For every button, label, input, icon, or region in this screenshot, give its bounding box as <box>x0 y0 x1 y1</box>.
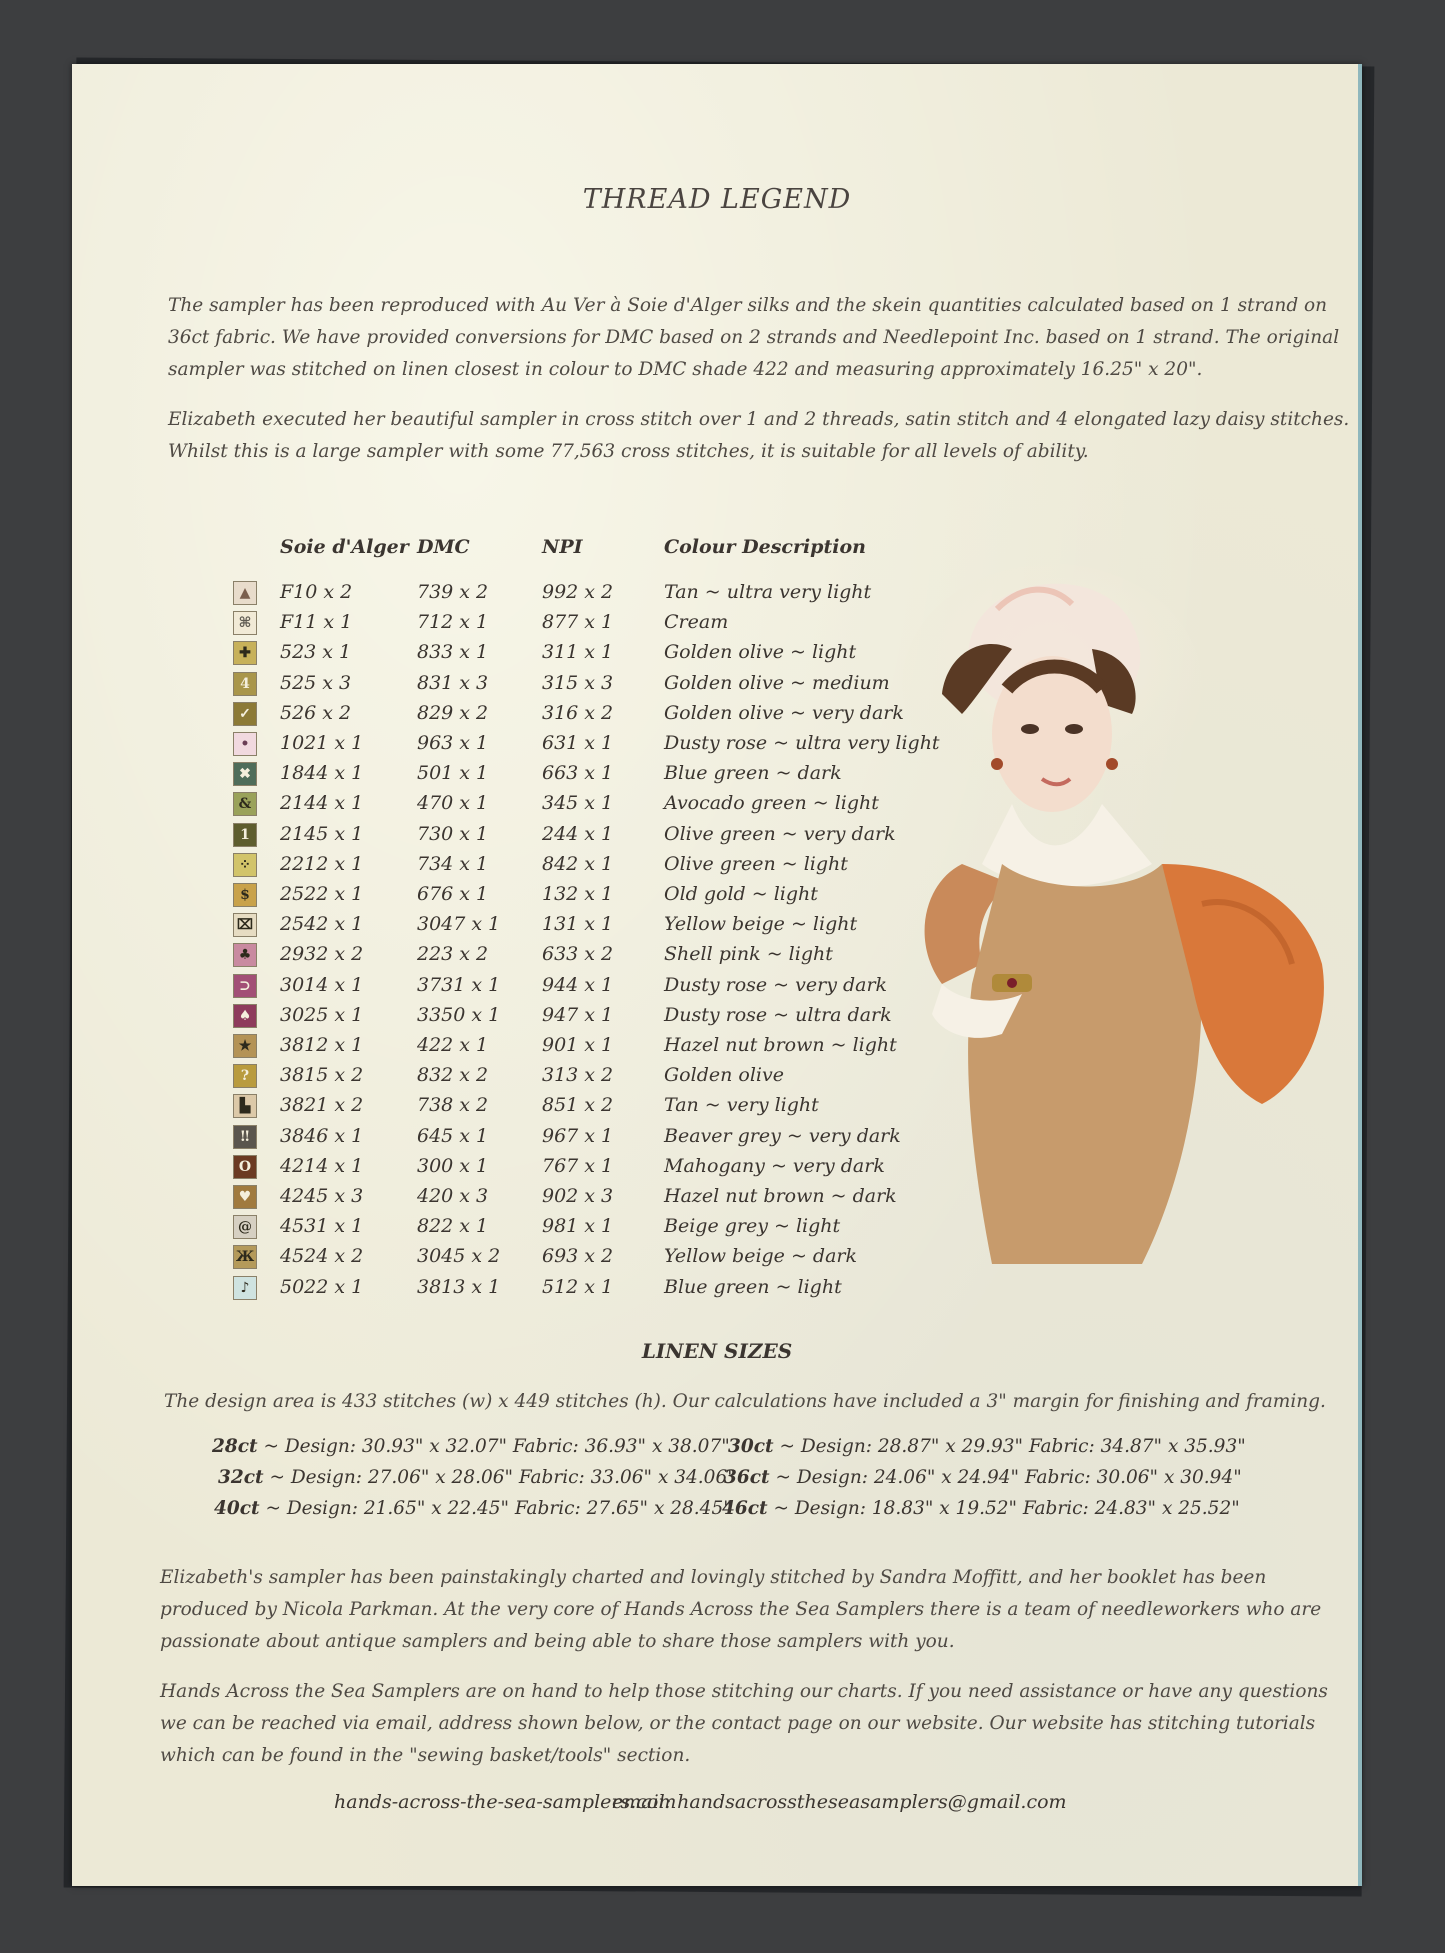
legend-soie-cell: 2932 x 2 <box>280 943 364 966</box>
legend-dmc-cell: 420 x 3 <box>417 1185 489 1207</box>
credits-paragraph: Elizabeth's sampler has been painstakingly charted and lovingly stitched by Sandra Moffitt, and her booklet has been produced by Nicola Parkman. At the very core of Hands Across the Sea Samplers there is a team of needleworkers who are passionate about antique samplers and being able to share those samplers with you. <box>160 1567 1322 1652</box>
legend-row <box>72 1034 1362 1062</box>
legend-soie-cell: 2212 x 1 <box>280 852 364 875</box>
legend-row <box>72 823 1362 851</box>
legend-soie-cell: 3821 x 2 <box>280 1094 364 1117</box>
legend-symbol-icon: ♥ <box>233 1185 257 1209</box>
legend-row <box>72 1004 1362 1032</box>
legend-row <box>72 913 1362 941</box>
legend-row <box>72 792 1362 820</box>
legend-row <box>72 641 1362 669</box>
legend-description-cell: Hazel nut brown ~ dark <box>664 1185 897 1207</box>
legend-npi-cell: 944 x 1 <box>542 973 614 996</box>
legend-row <box>72 732 1362 760</box>
legend-description-cell: Golden olive ~ medium <box>664 671 890 694</box>
legend-description-cell: Yellow beige ~ light <box>664 913 858 936</box>
legend-soie-cell: 2144 x 1 <box>280 792 364 815</box>
legend-npi-cell: 877 x 1 <box>542 611 614 634</box>
legend-soie-cell: 3014 x 1 <box>280 973 364 996</box>
legend-dmc-cell: 3813 x 1 <box>417 1275 501 1298</box>
legend-symbol-icon: ✚ <box>233 641 257 665</box>
legend-dmc-cell: 501 x 1 <box>417 762 489 785</box>
legend-symbol-icon: ‼ <box>233 1125 257 1149</box>
legend-npi-cell: 633 x 2 <box>542 943 614 966</box>
legend-npi-cell: 902 x 3 <box>542 1185 614 1207</box>
legend-npi-cell: 631 x 1 <box>542 732 614 754</box>
legend-symbol-icon: ♠ <box>233 1004 257 1028</box>
legend-row <box>72 1155 1362 1183</box>
legend-dmc-cell: 3045 x 2 <box>417 1245 501 1268</box>
legend-dmc-cell: 676 x 1 <box>417 883 489 905</box>
intro-paragraph-1: The sampler has been reproduced with Au Ver à Soie d'Alger silks and the skein quantities calculated based on 1 strand on 36ct fabric. We have provided conversions for DMC based on 2 strands and Needlepoint Inc. based on 1 strand. The original sampler was stitched on linen closest in colour to DMC shade 422 and measuring approximately 16.25" x 20". <box>168 295 1340 380</box>
legend-npi-cell: 947 x 1 <box>542 1003 614 1026</box>
legend-npi-cell: 132 x 1 <box>542 883 614 905</box>
legend-soie-cell: 4524 x 2 <box>280 1245 364 1268</box>
legend-dmc-cell: 470 x 1 <box>417 792 489 815</box>
legend-dmc-cell: 3350 x 1 <box>417 1003 501 1026</box>
legend-dmc-cell: 3047 x 1 <box>417 913 501 936</box>
booklet-page <box>72 64 1362 1886</box>
linen-size-32ct: 32ct ~ Design: 27.06" x 28.06" Fabric: 33.06" x 34.06" <box>218 1467 736 1488</box>
legend-description-cell: Beaver grey ~ very dark <box>664 1124 901 1147</box>
legend-soie-cell: 3846 x 1 <box>280 1124 364 1147</box>
legend-symbol-icon: ▙ <box>233 1094 257 1118</box>
legend-dmc-cell: 645 x 1 <box>417 1124 489 1147</box>
legend-description-cell: Hazel nut brown ~ light <box>664 1034 897 1056</box>
legend-dmc-cell: 738 x 2 <box>417 1094 489 1117</box>
legend-soie-cell: 1844 x 1 <box>280 762 364 785</box>
legend-row <box>72 581 1362 609</box>
legend-description-cell: Avocado green ~ light <box>664 792 879 815</box>
assistance-paragraph: Hands Across the Sea Samplers are on hand to help those stitching our charts. If you need assistance or have any questions we can be reached via email, address shown below, or the contact page on our website. Our website has stitching tutorials which can be found in the "sewing basket/tools" section. <box>160 1681 1328 1766</box>
legend-soie-cell: 2145 x 1 <box>280 822 364 845</box>
legend-description-cell: Dusty rose ~ ultra dark <box>664 1003 892 1026</box>
legend-symbol-icon: ▲ <box>233 581 257 605</box>
linen-size-46ct: 46ct ~ Design: 18.83" x 19.52" Fabric: 24.83" x 25.52" <box>722 1498 1240 1519</box>
legend-symbol-icon: ♣ <box>233 943 257 967</box>
legend-dmc-cell: 831 x 3 <box>417 671 489 694</box>
legend-dmc-cell: 963 x 1 <box>417 732 489 754</box>
legend-npi-cell: 767 x 1 <box>542 1154 614 1177</box>
legend-soie-cell: 2522 x 1 <box>280 883 364 905</box>
legend-dmc-cell: 829 x 2 <box>417 701 489 724</box>
legend-soie-cell: 3025 x 1 <box>280 1003 364 1026</box>
legend-dmc-cell: 734 x 1 <box>417 852 489 875</box>
legend-symbol-icon: O <box>233 1155 257 1179</box>
legend-row <box>72 1215 1362 1243</box>
legend-npi-cell: 842 x 1 <box>542 852 614 875</box>
linen-sizes-heading: LINEN SIZES <box>641 1339 793 1363</box>
legend-npi-cell: 512 x 1 <box>542 1275 614 1298</box>
legend-row <box>72 1185 1362 1213</box>
legend-npi-cell: 313 x 2 <box>542 1064 614 1087</box>
legend-description-cell: Blue green ~ light <box>664 1275 842 1298</box>
legend-description-cell: Olive green ~ light <box>664 852 848 875</box>
legend-symbol-icon: ⌘ <box>233 611 257 635</box>
legend-row <box>72 762 1362 790</box>
page-title: THREAD LEGEND <box>582 184 852 215</box>
legend-symbol-icon: Ж <box>233 1245 257 1269</box>
legend-header-description: Colour Description <box>664 536 866 558</box>
legend-description-cell: Dusty rose ~ ultra very light <box>664 732 940 754</box>
legend-description-cell: Mahogany ~ very dark <box>664 1154 885 1177</box>
legend-symbol-icon: ⁘ <box>233 853 257 877</box>
legend-row <box>72 943 1362 971</box>
email-link[interactable]: email: handsacrosstheseasamplers@gmail.com <box>612 1791 1067 1813</box>
legend-soie-cell: 525 x 3 <box>280 671 352 694</box>
legend-npi-cell: 901 x 1 <box>542 1034 614 1056</box>
legend-description-cell: Tan ~ ultra very light <box>664 581 872 603</box>
legend-npi-cell: 663 x 1 <box>542 762 614 785</box>
legend-soie-cell: F11 x 1 <box>280 611 353 634</box>
legend-symbol-icon: @ <box>233 1215 257 1239</box>
legend-symbol-icon: ⊃ <box>233 974 257 998</box>
legend-row <box>72 1094 1362 1122</box>
legend-symbol-icon: $ <box>233 883 257 907</box>
legend-npi-cell: 992 x 2 <box>542 581 614 603</box>
legend-row <box>72 883 1362 911</box>
legend-row <box>72 1245 1362 1273</box>
legend-npi-cell: 244 x 1 <box>542 822 614 845</box>
legend-row <box>72 974 1362 1002</box>
legend-soie-cell: 523 x 1 <box>280 641 352 664</box>
legend-dmc-cell: 223 x 2 <box>417 943 489 966</box>
legend-description-cell: Golden olive <box>664 1064 784 1087</box>
legend-soie-cell: 4531 x 1 <box>280 1215 364 1238</box>
legend-npi-cell: 311 x 1 <box>542 641 614 664</box>
legend-description-cell: Golden olive ~ very dark <box>664 701 904 724</box>
legend-symbol-icon: 1 <box>233 823 257 847</box>
legend-header-dmc: DMC <box>417 536 470 558</box>
legend-row <box>72 672 1362 700</box>
legend-dmc-cell: 822 x 1 <box>417 1215 489 1238</box>
intro-paragraph-2: Elizabeth executed her beautiful sampler in cross stitch over 1 and 2 threads, satin stitch and 4 elongated lazy daisy stitches. Whilst this is a large sampler with some 77,563 cross stitches, it is suitable for all levels of ability. <box>168 409 1350 462</box>
linen-size-40ct: 40ct ~ Design: 21.65" x 22.45" Fabric: 27.65" x 28.45" <box>214 1498 732 1519</box>
legend-soie-cell: 1021 x 1 <box>280 732 364 754</box>
legend-row <box>72 853 1362 881</box>
legend-dmc-cell: 712 x 1 <box>417 611 489 634</box>
legend-header-soie: Soie d'Alger <box>280 536 409 558</box>
legend-row <box>72 1064 1362 1092</box>
legend-description-cell: Cream <box>664 611 729 634</box>
legend-description-cell: Dusty rose ~ very dark <box>664 973 888 996</box>
legend-npi-cell: 693 x 2 <box>542 1245 614 1268</box>
linen-intro: The design area is 433 stitches (w) x 449 stitches (h). Our calculations have included a 3" margin for finishing and framing. <box>164 1391 1326 1412</box>
legend-symbol-icon: ♪ <box>233 1276 257 1300</box>
legend-description-cell: Yellow beige ~ dark <box>664 1245 858 1268</box>
legend-dmc-cell: 3731 x 1 <box>417 973 501 996</box>
legend-npi-cell: 851 x 2 <box>542 1094 614 1117</box>
linen-size-28ct: 28ct ~ Design: 30.93" x 32.07" Fabric: 36.93" x 38.07" <box>212 1436 730 1457</box>
website-link[interactable]: hands-across-the-sea-samplers.com <box>334 1791 677 1813</box>
legend-dmc-cell: 833 x 1 <box>417 641 489 664</box>
legend-symbol-icon: ? <box>233 1064 257 1088</box>
legend-soie-cell: 2542 x 1 <box>280 913 364 936</box>
legend-description-cell: Old gold ~ light <box>664 883 818 905</box>
legend-description-cell: Blue green ~ dark <box>664 762 842 785</box>
linen-size-36ct: 36ct ~ Design: 24.06" x 24.94" Fabric: 30.06" x 30.94" <box>724 1467 1242 1488</box>
legend-symbol-icon: ★ <box>233 1034 257 1058</box>
legend-row <box>72 1125 1362 1153</box>
legend-dmc-cell: 300 x 1 <box>417 1154 489 1177</box>
legend-dmc-cell: 739 x 2 <box>417 581 489 603</box>
legend-npi-cell: 131 x 1 <box>542 913 614 936</box>
legend-row <box>72 1276 1362 1304</box>
legend-soie-cell: F10 x 2 <box>280 581 353 603</box>
legend-npi-cell: 981 x 1 <box>542 1215 614 1238</box>
legend-npi-cell: 315 x 3 <box>542 671 614 694</box>
legend-row <box>72 611 1362 639</box>
legend-symbol-icon: & <box>233 792 257 816</box>
legend-soie-cell: 526 x 2 <box>280 701 352 724</box>
linen-size-30ct: 30ct ~ Design: 28.87" x 29.93" Fabric: 34.87" x 35.93" <box>728 1436 1246 1457</box>
legend-soie-cell: 3812 x 1 <box>280 1034 364 1056</box>
legend-description-cell: Olive green ~ very dark <box>664 822 896 845</box>
legend-dmc-cell: 730 x 1 <box>417 822 489 845</box>
legend-npi-cell: 967 x 1 <box>542 1124 614 1147</box>
legend-npi-cell: 345 x 1 <box>542 792 614 815</box>
legend-dmc-cell: 422 x 1 <box>417 1034 489 1056</box>
legend-symbol-icon: ⌧ <box>233 913 257 937</box>
legend-description-cell: Golden olive ~ light <box>664 641 857 664</box>
legend-description-cell: Tan ~ very light <box>664 1094 819 1117</box>
legend-dmc-cell: 832 x 2 <box>417 1064 489 1087</box>
legend-symbol-icon: • <box>233 732 257 756</box>
legend-soie-cell: 4245 x 3 <box>280 1185 364 1207</box>
legend-npi-cell: 316 x 2 <box>542 701 614 724</box>
legend-soie-cell: 4214 x 1 <box>280 1154 364 1177</box>
legend-header-npi: NPI <box>542 536 583 558</box>
legend-symbol-icon: ✓ <box>233 702 257 726</box>
legend-symbol-icon: ✖ <box>233 762 257 786</box>
legend-symbol-icon: 4 <box>233 672 257 696</box>
legend-row <box>72 702 1362 730</box>
legend-description-cell: Beige grey ~ light <box>664 1215 841 1238</box>
legend-soie-cell: 3815 x 2 <box>280 1064 364 1087</box>
legend-description-cell: Shell pink ~ light <box>664 943 833 966</box>
legend-soie-cell: 5022 x 1 <box>280 1275 364 1298</box>
